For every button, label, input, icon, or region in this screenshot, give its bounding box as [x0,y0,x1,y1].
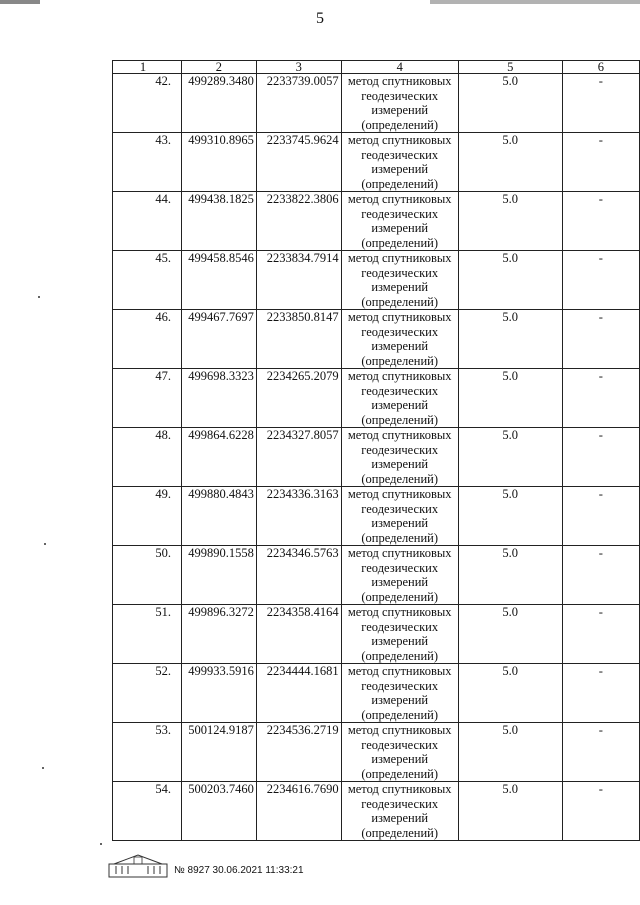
registration-number: № 8927 30.06.2021 11:33:21 [174,864,304,876]
point-number: 50. [113,546,182,605]
accuracy: 5.0 [458,605,562,664]
accuracy: 5.0 [458,369,562,428]
table-row [113,546,640,605]
method: метод спутниковых геодезических измерений (определений) [341,310,458,369]
scan-speck [100,843,102,845]
note: - [562,251,639,310]
coord-x: 499698.3323 [181,369,256,428]
coord-x: 499933.5916 [181,664,256,723]
note: - [562,487,639,546]
page-number: 5 [316,10,324,27]
coord-y: 2234616.7690 [256,782,341,841]
scan-speck [42,767,44,769]
scan-edge-right [430,0,640,4]
accuracy: 5.0 [458,487,562,546]
coord-y: 2234336.3163 [256,487,341,546]
accuracy: 5.0 [458,192,562,251]
accuracy: 5.0 [458,428,562,487]
coord-x: 499864.6228 [181,428,256,487]
method: метод спутниковых геодезических измерений (определений) [341,192,458,251]
table-header-row [113,61,640,74]
table-row [113,192,640,251]
table-row [113,74,640,133]
column-header: 4 [341,61,458,74]
column-header: 1 [113,61,182,74]
note: - [562,369,639,428]
accuracy: 5.0 [458,133,562,192]
coord-y: 2234265.2079 [256,369,341,428]
coord-x: 499880.4843 [181,487,256,546]
note: - [562,428,639,487]
point-number: 43. [113,133,182,192]
point-number: 44. [113,192,182,251]
point-number: 51. [113,605,182,664]
coord-x: 499438.1825 [181,192,256,251]
accuracy: 5.0 [458,251,562,310]
point-number: 54. [113,782,182,841]
point-number: 52. [113,664,182,723]
coord-y: 2234346.5763 [256,546,341,605]
method: метод спутниковых геодезических измерений (определений) [341,487,458,546]
method: метод спутниковых геодезических измерений (определений) [341,782,458,841]
table-row [113,428,640,487]
column-header: 5 [458,61,562,74]
point-number: 42. [113,74,182,133]
method: метод спутниковых геодезических измерений (определений) [341,74,458,133]
note: - [562,133,639,192]
coord-x: 499310.8965 [181,133,256,192]
coord-y: 2233822.3806 [256,192,341,251]
accuracy: 5.0 [458,782,562,841]
point-number: 49. [113,487,182,546]
note: - [562,74,639,133]
coord-x: 499890.1558 [181,546,256,605]
method: метод спутниковых геодезических измерений (определений) [341,133,458,192]
footer [108,852,304,878]
accuracy: 5.0 [458,310,562,369]
coord-y: 2234327.8057 [256,428,341,487]
note: - [562,605,639,664]
column-header: 2 [181,61,256,74]
coord-x: 499289.3480 [181,74,256,133]
method: метод спутниковых геодезических измерений (определений) [341,664,458,723]
point-number: 45. [113,251,182,310]
note: - [562,192,639,251]
note: - [562,310,639,369]
table-row [113,723,640,782]
coord-y: 2234358.4164 [256,605,341,664]
coord-y: 2233834.7914 [256,251,341,310]
method: метод спутниковых геодезических измерений (определений) [341,723,458,782]
scan-edge-left [0,0,40,4]
table-row [113,605,640,664]
coord-x: 499467.7697 [181,310,256,369]
table-row [113,664,640,723]
coord-y: 2234536.2719 [256,723,341,782]
coord-x: 499896.3272 [181,605,256,664]
point-number: 47. [113,369,182,428]
accuracy: 5.0 [458,546,562,605]
point-number: 48. [113,428,182,487]
note: - [562,546,639,605]
note: - [562,723,639,782]
table-row [113,487,640,546]
scan-speck [44,543,46,545]
coord-x: 500124.9187 [181,723,256,782]
coord-y: 2233850.8147 [256,310,341,369]
column-header: 6 [562,61,639,74]
coord-y: 2233745.9624 [256,133,341,192]
accuracy: 5.0 [458,74,562,133]
coord-x: 499458.8546 [181,251,256,310]
table-row [113,369,640,428]
table-row [113,251,640,310]
note: - [562,782,639,841]
table-row [113,782,640,841]
method: метод спутниковых геодезических измерений (определений) [341,251,458,310]
method: метод спутниковых геодезических измерений (определений) [341,369,458,428]
coord-y: 2233739.0057 [256,74,341,133]
column-header: 3 [256,61,341,74]
archive-stamp-icon [108,852,168,878]
method: метод спутниковых геодезических измерений (определений) [341,428,458,487]
point-number: 53. [113,723,182,782]
scan-speck [38,296,40,298]
method: метод спутниковых геодезических измерений (определений) [341,546,458,605]
table-body [113,74,640,841]
table-row [113,133,640,192]
coordinates-table [112,60,640,841]
coord-y: 2234444.1681 [256,664,341,723]
point-number: 46. [113,310,182,369]
method: метод спутниковых геодезических измерений (определений) [341,605,458,664]
accuracy: 5.0 [458,664,562,723]
note: - [562,664,639,723]
coord-x: 500203.7460 [181,782,256,841]
accuracy: 5.0 [458,723,562,782]
table-row [113,310,640,369]
